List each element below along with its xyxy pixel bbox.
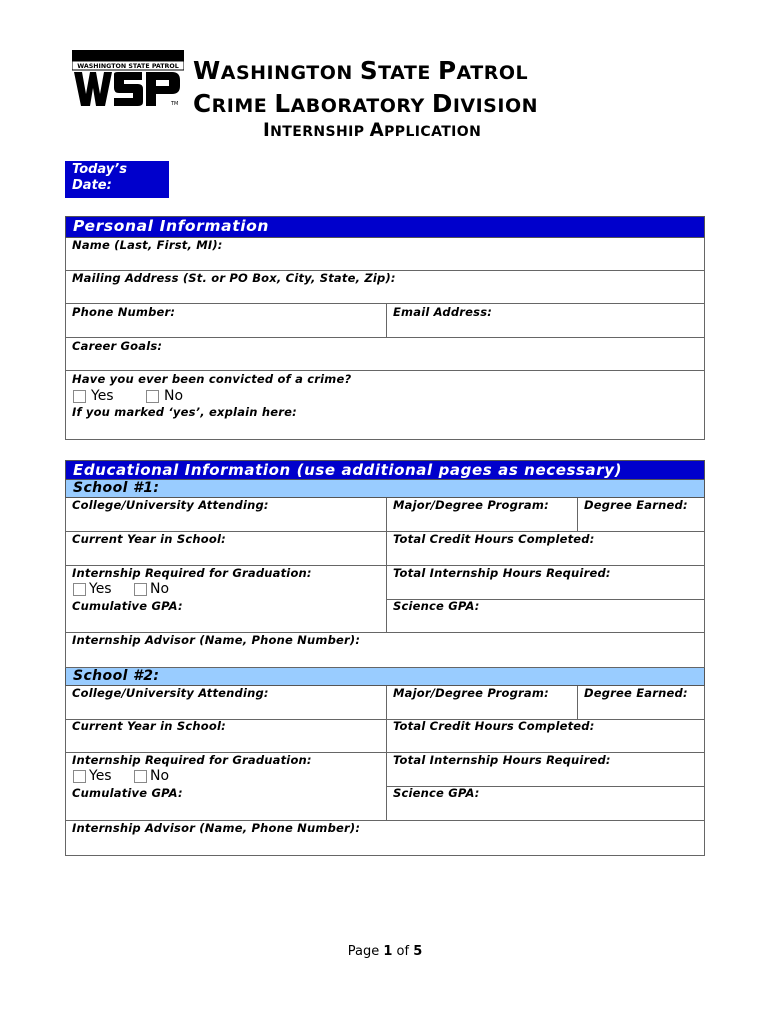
science-gpa-label: Science GPA: [393, 599, 480, 613]
school-2-advisor-field[interactable] [65, 821, 705, 856]
degree-label: Degree Earned: [584, 686, 688, 700]
credits-label: Total Credit Hours Completed: [393, 532, 595, 546]
gpa-label: Cumulative GPA: [72, 786, 183, 800]
hours-label: Total Internship Hours Required: [393, 566, 611, 580]
school-1-year-field[interactable] [65, 532, 387, 566]
school-2-degree-field[interactable] [577, 686, 705, 720]
logo-text: WASHINGTON STATE PATROL [77, 63, 179, 70]
school-2-major-field[interactable] [386, 686, 578, 720]
email-label: Email Address: [393, 305, 493, 319]
hours-label: Total Internship Hours Required: [393, 753, 611, 767]
school-1-college-field[interactable] [65, 498, 387, 532]
career-goals-field[interactable] [65, 338, 705, 371]
todays-date-label: Today’s Date: [65, 161, 169, 198]
major-label: Major/Degree Program: [393, 686, 549, 700]
form-title: INTERNSHIP APPLICATION [263, 120, 482, 141]
conviction-yes-option[interactable]: Yes [73, 388, 114, 404]
svg-text:TM: TM [171, 101, 179, 107]
phone-label: Phone Number: [72, 305, 176, 319]
advisor-label: Internship Advisor (Name, Phone Number): [72, 633, 361, 647]
school-2-hours-field[interactable] [386, 753, 705, 787]
required-label: Internship Required for Graduation: [72, 566, 312, 580]
school-1-yes-option[interactable]: Yes [73, 581, 112, 597]
wsp-logo [72, 50, 184, 108]
school-2-no-option[interactable]: No [134, 768, 169, 784]
required-label: Internship Required for Graduation: [72, 753, 312, 767]
name-field[interactable] [65, 238, 705, 271]
no-checkbox[interactable] [134, 770, 147, 783]
email-field[interactable] [386, 304, 705, 338]
school-2-yes-option[interactable]: Yes [73, 768, 112, 784]
career-goals-label: Career Goals: [72, 339, 163, 353]
year-label: Current Year in School: [72, 719, 226, 733]
school-1-credits-field[interactable] [386, 532, 705, 566]
conviction-no-option[interactable]: No [146, 388, 183, 404]
science-gpa-label: Science GPA: [393, 786, 480, 800]
no-checkbox[interactable] [134, 583, 147, 596]
yes-checkbox[interactable] [73, 583, 86, 596]
year-label: Current Year in School: [72, 532, 226, 546]
major-label: Major/Degree Program: [393, 498, 549, 512]
education-header: Educational Information (use additional pages as necessary) [65, 460, 705, 480]
personal-info-header: Personal Information [65, 216, 705, 238]
school-1-required [65, 566, 387, 600]
school-1-advisor-field[interactable] [65, 633, 705, 668]
school-2-year-field[interactable] [65, 720, 387, 753]
school-1-header: School #1: [65, 480, 705, 498]
agency-title: WASHINGTON STATE PATROL [193, 56, 529, 85]
todays-date-field[interactable] [170, 161, 470, 198]
college-label: College/University Attending: [72, 686, 269, 700]
school-1-gpa-field[interactable] [65, 599, 387, 633]
school-1-hours-field[interactable] [386, 566, 705, 600]
conviction-explain-label: If you marked ‘yes’, explain here: [72, 405, 297, 419]
school-2-gpa-field[interactable] [65, 786, 387, 821]
gpa-label: Cumulative GPA: [72, 599, 183, 613]
school-1-degree-field[interactable] [577, 498, 705, 532]
phone-field[interactable] [65, 304, 387, 338]
no-checkbox[interactable] [146, 390, 159, 403]
school-1-no-option[interactable]: No [134, 581, 169, 597]
mailing-address-field[interactable] [65, 271, 705, 304]
name-label: Name (Last, First, MI): [72, 238, 223, 252]
page-number: Page 1 of 5 [347, 944, 423, 959]
division-title: CRIME LABORATORY DIVISION [193, 89, 538, 118]
degree-label: Degree Earned: [584, 498, 688, 512]
school-2-header: School #2: [65, 668, 705, 686]
yes-checkbox[interactable] [73, 770, 86, 783]
mailing-address-label: Mailing Address (St. or PO Box, City, State, Zip): [72, 271, 396, 285]
school-2-science-gpa-field[interactable] [386, 786, 705, 821]
school-2-college-field[interactable] [65, 686, 387, 720]
school-1-major-field[interactable] [386, 498, 578, 532]
conviction-explain-field[interactable] [65, 405, 705, 440]
school-2-required [65, 753, 387, 787]
credits-label: Total Credit Hours Completed: [393, 719, 595, 733]
yes-checkbox[interactable] [73, 390, 86, 403]
college-label: College/University Attending: [72, 498, 269, 512]
school-2-credits-field[interactable] [386, 720, 705, 753]
advisor-label: Internship Advisor (Name, Phone Number): [72, 821, 361, 835]
school-1-science-gpa-field[interactable] [386, 599, 705, 633]
conviction-label: Have you ever been convicted of a crime? [72, 372, 352, 386]
conviction-question [65, 371, 705, 406]
